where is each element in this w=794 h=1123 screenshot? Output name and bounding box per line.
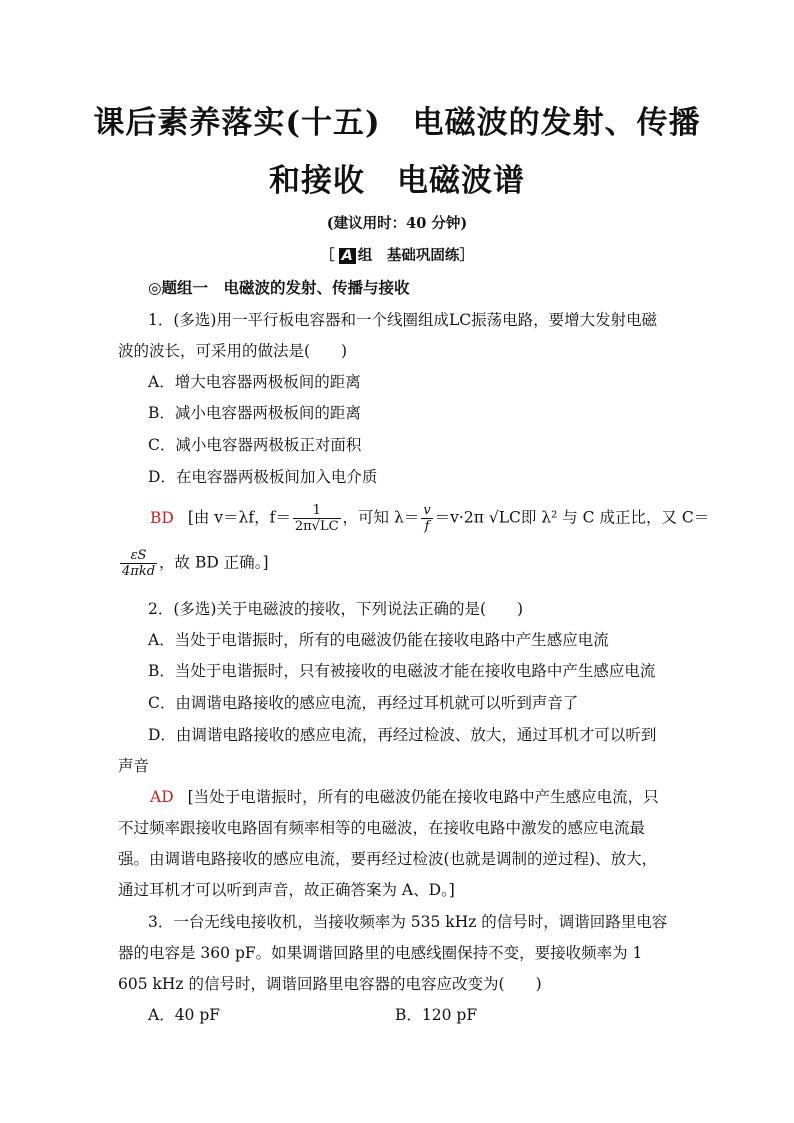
fraction-denominator: f (424, 519, 430, 534)
page-title-line1: 课后素养落实(十五) 电磁波的发射、传播 (93, 105, 701, 141)
bracket-left: ［ (320, 247, 335, 264)
q2-option-d-line2: 声音 (118, 757, 150, 775)
q1-stem-line1: 1．(多选)用一平行板电容器和一个线圈组成LC振荡电路，要增大发射电磁 (148, 311, 658, 329)
fraction-numerator: 1 (293, 503, 341, 519)
group-letter-badge: A (339, 248, 356, 264)
q1-explanation-line2 (118, 548, 269, 579)
q1-exp-text-b: ，可知 λ＝ (342, 508, 420, 527)
q2-option-b: B．当处于电谐振时，只有被接收的电磁波才能在接收电路中产生感应电流 (148, 662, 656, 680)
q1-stem-line2: 波的波长，可采用的做法是( ) (118, 342, 348, 360)
q2-exp-text-1: [当处于电谐振时，所有的电磁波仍能在接收电路中产生感应电流，只 (187, 788, 659, 806)
q2-answer: AD (150, 788, 174, 806)
group-label: 组 基础巩固练 (357, 247, 460, 264)
q2-stem: 2．(多选)关于电磁波的接收，下列说法正确的是( ) (148, 600, 524, 618)
q2-option-c: C．由调谐电路接收的感应电流，再经过耳机就可以听到声音了 (148, 694, 579, 712)
q1-option-a: A．增大电容器两极板间的距离 (148, 373, 361, 391)
q1-answer: BD (150, 508, 174, 527)
q2-option-a: A．当处于电谐振时，所有的电磁波仍能在接收电路中产生感应电流 (148, 631, 609, 649)
q2-explanation-line1 (150, 786, 659, 808)
q1-option-c: C．减小电容器两极板正对面积 (148, 436, 362, 454)
q2-option-d-line1: D．由调谐电路接收的感应电流，再经过检波、放大，通过耳机才可以听到 (148, 726, 657, 744)
q1-exp-text-c: ＝v·2π √LC即 λ² 与 C 成正比，又 C＝ (434, 508, 710, 527)
q2-explanation-line4: 通过耳机才可以听到声音，故正确答案为 A、D。] (118, 881, 455, 899)
fraction-numerator: v (423, 503, 431, 518)
q1-exp-text-a: [由 v＝λf，f＝ (187, 508, 291, 527)
q2-explanation-line3: 强。由调谐电路接收的感应电流，要再经过检波(也就是调制的逆过程)、放大， (118, 850, 658, 868)
q3-stem-line1: 3．一台无线电接收机，当接收频率为 535 kHz 的信号时，调谐回路里电容 (148, 913, 668, 931)
fraction-denominator: 2π√LC (294, 519, 339, 534)
suggested-time: (建议用时：40 分钟) (326, 215, 468, 232)
q3-option-a: A．40 pF (148, 1006, 221, 1024)
group-heading (0, 244, 794, 265)
q1-fraction-3 (120, 548, 157, 579)
fraction-numerator: εS (120, 548, 157, 564)
fraction-denominator: 4πkd (122, 564, 156, 579)
q1-exp-text-d: ，故 BD 正确。] (159, 553, 269, 572)
q3-stem-line2: 器的电容是 360 pF。如果调谐回路里的电感线圈保持不变，要接收频率为 1 (118, 944, 643, 962)
q1-fraction-2 (421, 503, 432, 534)
q3-stem-line3: 605 kHz 的信号时，调谐回路里电容器的电容应改变为( ) (118, 975, 542, 993)
q1-fraction-1 (293, 503, 341, 534)
page-title-line2: 和接收 电磁波谱 (269, 163, 525, 199)
q1-explanation-line1 (150, 503, 709, 534)
section-heading: ◎题组一 电磁波的发射、传播与接收 (148, 278, 410, 297)
bracket-right: ］ (459, 247, 474, 264)
q3-option-b: B．120 pF (395, 1006, 478, 1024)
q2-explanation-line2: 不过频率跟接收电路固有频率相等的电磁波，在接收电路中激发的感应电流最 (118, 819, 646, 837)
q1-option-d: D．在电容器两极板间加入电介质 (148, 468, 378, 486)
q1-option-b: B．减小电容器两极板间的距离 (148, 404, 361, 422)
